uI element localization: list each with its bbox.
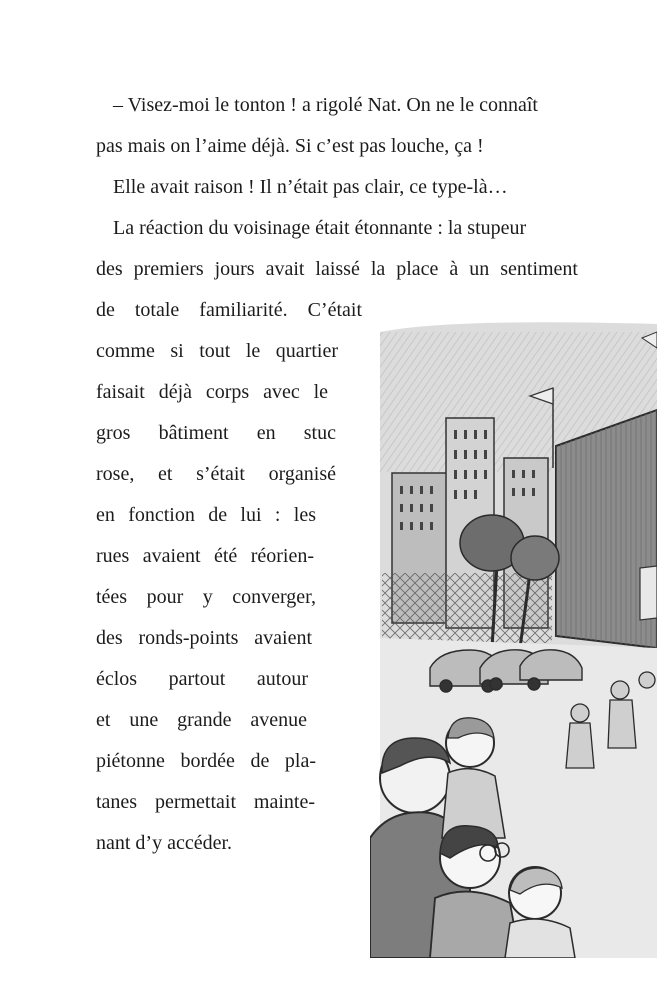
text-line-8: faisait déjà corps avec le: [96, 381, 328, 403]
text-line-2: pas mais on l’aime déjà. Si c’est pas louche, ça !: [96, 135, 484, 157]
text-line-14: des ronds-points avaient: [96, 627, 312, 649]
city-illustration: [370, 318, 657, 958]
text-line-7: comme si tout le quartier: [96, 340, 338, 362]
text-line-17: piétonne bordée de pla-: [96, 750, 316, 772]
text-line-3: Elle avait raison ! Il n’était pas clair, ce type-là…: [113, 176, 508, 198]
poster: [640, 566, 657, 620]
text-line-11: en fonction de lui : les: [96, 504, 316, 526]
text-line-1: – Visez-moi le tonton ! a rigolé Nat. On ne le connaît: [113, 94, 538, 116]
text-line-13: tées pour y converger,: [96, 586, 316, 608]
text-line-19: nant d’y accéder.: [96, 832, 233, 854]
text-line-10: rose, et s’était organisé: [96, 463, 336, 485]
text-line-5: des premiers jours avait laissé la place à un sentiment: [96, 258, 578, 280]
text-line-16: et une grande avenue: [96, 709, 307, 731]
text-line-15: éclos partout autour: [96, 668, 308, 690]
text-line-18: tanes permettait mainte-: [96, 791, 315, 813]
text-line-12: rues avaient été réorien-: [96, 545, 314, 567]
text-line-9: gros bâtiment en stuc: [96, 422, 336, 444]
text-line-6: de totale familiarité. C’était: [96, 299, 362, 321]
text-line-4: La réaction du voisinage était étonnante : la stupeur: [113, 217, 527, 239]
